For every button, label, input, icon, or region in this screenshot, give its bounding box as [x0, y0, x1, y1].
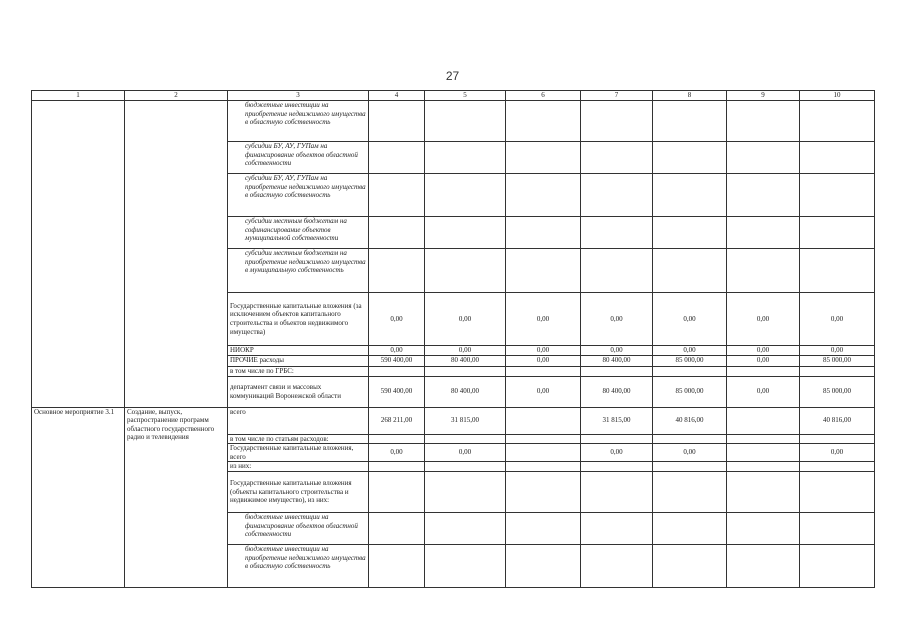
- value-cell: 0,00: [727, 355, 800, 366]
- value-cell: [581, 471, 653, 512]
- value-cell: 0,00: [653, 293, 727, 346]
- row-label: бюджетные инвестиции на приобретение недвижимого имущества в областную собственность: [228, 101, 369, 142]
- measure-name-cell: [125, 101, 228, 408]
- value-cell: [506, 142, 581, 174]
- value-cell: [506, 434, 581, 444]
- value-cell: [727, 101, 800, 142]
- value-cell: 80 400,00: [581, 355, 653, 366]
- row-label: субсидии БУ, АУ, ГУПам на финансирование объектов областной собственности: [228, 142, 369, 174]
- column-header: 5: [425, 91, 506, 101]
- value-cell: [800, 512, 875, 544]
- value-cell: 0,00: [425, 346, 506, 356]
- value-cell: 0,00: [653, 346, 727, 356]
- value-cell: 40 816,00: [653, 407, 727, 434]
- value-cell: [581, 249, 653, 293]
- value-cell: [369, 544, 425, 587]
- value-cell: 0,00: [369, 346, 425, 356]
- value-cell: [727, 544, 800, 587]
- value-cell: 40 816,00: [800, 407, 875, 434]
- value-cell: [727, 471, 800, 512]
- value-cell: 0,00: [506, 376, 581, 407]
- value-cell: [727, 217, 800, 249]
- column-header: 1: [32, 91, 125, 101]
- row-label: департамент связи и массовых коммуникаций Воронежской области: [228, 376, 369, 407]
- column-header: 9: [727, 91, 800, 101]
- page-number: 27: [445, 69, 460, 83]
- column-header: 6: [506, 91, 581, 101]
- value-cell: [425, 101, 506, 142]
- value-cell: [581, 462, 653, 472]
- value-cell: [800, 434, 875, 444]
- value-cell: [727, 366, 800, 376]
- value-cell: [581, 101, 653, 142]
- value-cell: 85 000,00: [653, 376, 727, 407]
- value-cell: 80 400,00: [425, 355, 506, 366]
- value-cell: 0,00: [581, 346, 653, 356]
- value-cell: [506, 462, 581, 472]
- value-cell: [800, 217, 875, 249]
- value-cell: 0,00: [425, 444, 506, 462]
- value-cell: [581, 512, 653, 544]
- value-cell: [581, 544, 653, 587]
- value-cell: [727, 462, 800, 472]
- value-cell: [653, 434, 727, 444]
- row-label: в том числе по статьям расходов:: [228, 434, 369, 444]
- column-header: 8: [653, 91, 727, 101]
- value-cell: [369, 217, 425, 249]
- value-cell: [800, 101, 875, 142]
- value-cell: [425, 434, 506, 444]
- value-cell: [369, 249, 425, 293]
- value-cell: [506, 544, 581, 587]
- value-cell: [506, 174, 581, 217]
- value-cell: 80 400,00: [581, 376, 653, 407]
- value-cell: [506, 217, 581, 249]
- value-cell: [727, 444, 800, 462]
- value-cell: 590 400,00: [369, 355, 425, 366]
- row-label: Государственные капитальные вложения, всего: [228, 444, 369, 462]
- value-cell: [727, 142, 800, 174]
- value-cell: 0,00: [581, 293, 653, 346]
- value-cell: [369, 366, 425, 376]
- row-label: из них:: [228, 462, 369, 472]
- value-cell: 0,00: [727, 346, 800, 356]
- value-cell: [653, 249, 727, 293]
- value-cell: 0,00: [800, 293, 875, 346]
- value-cell: [425, 217, 506, 249]
- value-cell: [653, 217, 727, 249]
- row-label: в том числе по ГРБС:: [228, 366, 369, 376]
- value-cell: [800, 249, 875, 293]
- row-label: ПРОЧИЕ расходы: [228, 355, 369, 366]
- value-cell: [800, 174, 875, 217]
- value-cell: [506, 407, 581, 434]
- measure-name: Создание, выпуск, распространение программ областного государственного радио и телевидения: [125, 407, 228, 587]
- table-row: [32, 101, 875, 142]
- value-cell: [369, 471, 425, 512]
- value-cell: [506, 471, 581, 512]
- value-cell: [369, 174, 425, 217]
- value-cell: [581, 174, 653, 217]
- header-row: [32, 91, 875, 101]
- value-cell: [800, 462, 875, 472]
- value-cell: [506, 249, 581, 293]
- value-cell: [581, 366, 653, 376]
- row-label: НИОКР: [228, 346, 369, 356]
- value-cell: [653, 471, 727, 512]
- value-cell: 0,00: [369, 293, 425, 346]
- row-label: бюджетные инвестиции на приобретение недвижимого имущества в областную собственность: [228, 544, 369, 587]
- value-cell: 0,00: [800, 444, 875, 462]
- value-cell: [369, 434, 425, 444]
- value-cell: [425, 512, 506, 544]
- value-cell: [653, 512, 727, 544]
- value-cell: 85 000,00: [653, 355, 727, 366]
- value-cell: 31 815,00: [581, 407, 653, 434]
- column-header: 7: [581, 91, 653, 101]
- value-cell: [425, 142, 506, 174]
- column-header: 4: [369, 91, 425, 101]
- row-label: бюджетные инвестиции на финансирование объектов областной собственности: [228, 512, 369, 544]
- value-cell: [425, 366, 506, 376]
- value-cell: [369, 512, 425, 544]
- value-cell: 0,00: [425, 293, 506, 346]
- value-cell: [506, 512, 581, 544]
- value-cell: 0,00: [581, 444, 653, 462]
- value-cell: [369, 101, 425, 142]
- column-header: 3: [228, 91, 369, 101]
- value-cell: [425, 544, 506, 587]
- value-cell: [581, 217, 653, 249]
- value-cell: [727, 174, 800, 217]
- value-cell: [727, 407, 800, 434]
- value-cell: 268 211,00: [369, 407, 425, 434]
- row-label: всего: [228, 407, 369, 434]
- row-label: субсидии местным бюджетам на софинансирование объектов муниципальной собственности: [228, 217, 369, 249]
- value-cell: 0,00: [506, 293, 581, 346]
- measure-title-cell: [32, 101, 125, 408]
- value-cell: 0,00: [653, 444, 727, 462]
- value-cell: [653, 544, 727, 587]
- row-label: субсидии БУ, АУ, ГУПам на приобретение недвижимого имущества в областную собственность: [228, 174, 369, 217]
- row-label: Государственные капитальные вложения (объекты капитального строительства и недвижимое имущество), из них:: [228, 471, 369, 512]
- value-cell: [653, 462, 727, 472]
- value-cell: [369, 142, 425, 174]
- row-label: субсидии местным бюджетам на приобретение недвижимого имущества в муниципальную собственность: [228, 249, 369, 293]
- value-cell: [581, 142, 653, 174]
- value-cell: 0,00: [727, 293, 800, 346]
- value-cell: 0,00: [727, 376, 800, 407]
- value-cell: 0,00: [800, 346, 875, 356]
- column-header: 10: [800, 91, 875, 101]
- value-cell: 31 815,00: [425, 407, 506, 434]
- budget-table: [31, 90, 875, 588]
- value-cell: 0,00: [369, 444, 425, 462]
- row-label: Государственные капитальные вложения (за исключением объектов капитального строительства и объектов недвижимого имущества): [228, 293, 369, 346]
- value-cell: [506, 101, 581, 142]
- value-cell: [727, 434, 800, 444]
- value-cell: [800, 142, 875, 174]
- value-cell: 80 400,00: [425, 376, 506, 407]
- value-cell: 590 400,00: [369, 376, 425, 407]
- value-cell: [369, 462, 425, 472]
- value-cell: [506, 444, 581, 462]
- value-cell: [506, 366, 581, 376]
- value-cell: [727, 512, 800, 544]
- value-cell: [653, 174, 727, 217]
- measure-title: Основное мероприятие 3.1: [32, 407, 125, 587]
- value-cell: [653, 366, 727, 376]
- value-cell: [425, 462, 506, 472]
- value-cell: [425, 471, 506, 512]
- value-cell: [425, 249, 506, 293]
- table-row: [32, 407, 875, 434]
- value-cell: [727, 249, 800, 293]
- value-cell: [800, 544, 875, 587]
- value-cell: [800, 471, 875, 512]
- column-header: 2: [125, 91, 228, 101]
- value-cell: 0,00: [506, 355, 581, 366]
- value-cell: 0,00: [506, 346, 581, 356]
- value-cell: [581, 434, 653, 444]
- value-cell: [425, 174, 506, 217]
- value-cell: [653, 142, 727, 174]
- value-cell: 85 000,00: [800, 376, 875, 407]
- value-cell: [800, 366, 875, 376]
- value-cell: [653, 101, 727, 142]
- value-cell: 85 000,00: [800, 355, 875, 366]
